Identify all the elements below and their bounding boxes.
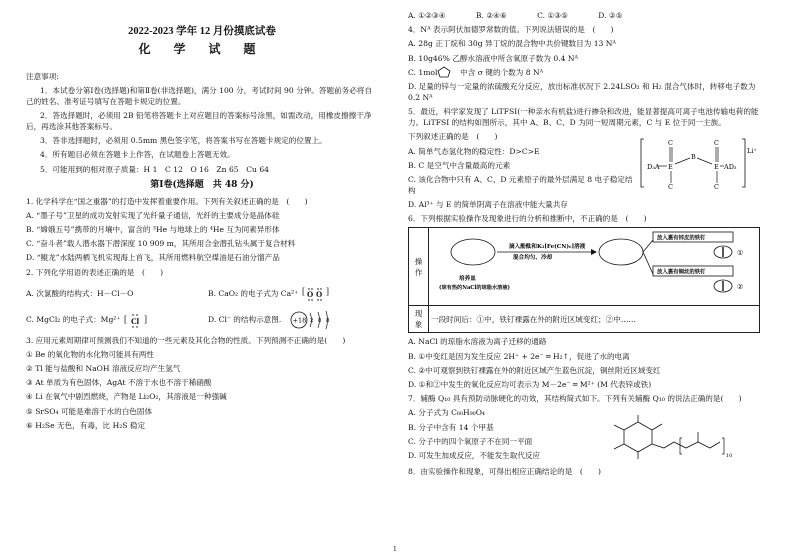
page-number: 1	[393, 546, 397, 553]
nail-1-label: 放入裹有锌皮的铁钉	[657, 235, 706, 242]
struct-da: D₃A	[647, 163, 660, 172]
question-2-option-d: D. Cl⁻ 的结构示意图.	[208, 315, 282, 325]
struct-li: Li⁺	[747, 147, 757, 156]
notes-heading: 注意事项:	[26, 71, 59, 81]
phenomenon-text: 一段时间后：①中，铁钉裸露在外的附近区域变红；②中……	[429, 306, 760, 333]
question-2-option-d-wrap	[208, 309, 378, 331]
step-1b-label: 混合均匀、冷却	[513, 255, 553, 262]
question-6-option-a: A. NaCl 的琼脂水溶液为离子迁移的通路	[408, 337, 547, 347]
note-item: 1．本试卷分第Ⅰ卷(选择题)和第Ⅱ卷(非选择题)，满分 100 分，考试时间 90 分钟。答题前务必将自己的姓名、准考证号填写在答题卡规定的位置。	[26, 85, 373, 106]
question-2-option-c: C. MgCl₂ 的电子式：Mg²⁺	[26, 314, 121, 324]
question-5-option-c: C. 该化合物中只有 A、C、D 元素原子的最外层满足 8 电子稳定结构	[408, 174, 633, 195]
svg-text:]: ]	[325, 285, 329, 296]
question-8-stem: 8．由实验操作和现象，可得出相应正确结论的是 ( )	[408, 467, 602, 477]
chloride-electron-dot-figure	[123, 310, 153, 330]
mark-1: ①	[737, 249, 744, 258]
right-column	[408, 10, 760, 480]
question-2-option-b-wrap	[208, 284, 378, 304]
question-7-stem: 7．辅酶 Q₁₀ 具有预防动脉硬化的功效，其结构简式如下。下列有关辅酶 Q₁₀ 的说法正确的是( )	[408, 394, 742, 404]
question-7-option-c: C. 分子中的四个氧原子不在同一平面	[408, 436, 533, 446]
question-5-stem: 5．最近，科学家发现了 LiTFSI(一种亲水有机盐)进行掺杂和改进，能显著提高可离子电池传输电荷的能力。LiTFSI 的结构如图所示，其中 A、B、C、D 为同一短周期元素，C 与 E 位于同一主族。	[408, 107, 759, 128]
question-3-item: ⑥ H₂Se 无色，有毒，比 H₂S 稳定	[26, 420, 146, 430]
question-3-item: ③ At 单质为有色固体，AgAt 不溶于水也不溶于稀硝酸	[26, 378, 212, 388]
question-7-option-a: A. 分子式为 C₆₀H₉₀O₄	[408, 408, 485, 418]
pyrrole-ring-icon	[436, 65, 452, 79]
svg-text:O: O	[306, 289, 313, 299]
svg-text:Cl: Cl	[130, 316, 139, 326]
question-2-stem: 2. 下列化学用语的表述正确的是 ( )	[26, 267, 164, 277]
svg-text:O: O	[315, 289, 322, 299]
question-2-row-cd	[26, 307, 378, 333]
struct-c: C	[668, 139, 673, 148]
note-item: 5．可能用到的相对原子质量：H 1 C 12 O 16 Zn 65 Cu 64	[40, 164, 270, 174]
question-4-option-a: A. 28g 正丁烷和 30g 异丁烷的混合物中共价键数目为 13 Nᴬ	[408, 39, 616, 49]
question-2-option-c-wrap	[26, 310, 153, 330]
mark-2: ②	[737, 283, 744, 292]
note-item: 2．答选择题时，必须用 2B 铅笔将答题卡上对应题目的答案标号涂黑，如需改动，用橡皮擦擦干净后，再选涂其他答案标号。	[26, 110, 372, 131]
question-1-option-a: A. “墨子号”卫星的成功发射实现了光纤量子通信，光纤的主要成分是晶体硅	[26, 210, 280, 220]
struct-c: C	[668, 183, 673, 192]
struct-c: C	[714, 139, 719, 148]
question-4-option-c: C. 1mol 中含 σ 键的个数为 8 Nᴬ	[408, 67, 544, 77]
svg-text:]: ]	[143, 313, 147, 324]
step-1-label: 滴入酚酞和K₃[Fe(CN)₆]溶液	[509, 244, 586, 251]
question-4-option-c-wrap	[408, 67, 760, 78]
phenomenon-label: 现象	[409, 306, 429, 333]
question-1-stem: 1. 化学科学在“国之重器”的打造中发挥着重要作用。下列有关叙述正确的是 ( )	[26, 196, 308, 206]
nucleus-charge: +18	[292, 316, 307, 325]
question-5-body	[408, 131, 760, 213]
shell-count: 8	[326, 317, 330, 324]
coenzyme-q10-structure	[608, 412, 748, 460]
exam-title: 2022-2023 学年 12 月份摸底试卷	[128, 26, 276, 37]
section-heading: 第Ⅰ卷(选择题 共 48 分)	[150, 179, 254, 190]
litfsi-structure-figure	[640, 131, 758, 193]
op-cell	[429, 228, 760, 306]
peroxide-electron-dot-figure	[301, 284, 335, 304]
question-4-option-b: B. 10g46% 乙醇水溶液中所含氧原子数为 0.4 Nᴬ	[408, 53, 578, 63]
struct-ad: AD₃	[724, 163, 737, 172]
question-1-option-b: B. “嫦娥五号”携带的月壤中，富含的 ³He 与地球上的 ⁴He 互为同素异形体	[26, 224, 280, 234]
question-5-option-b: B. C 是空气中含量最高的元素	[408, 160, 511, 170]
question-3-item: ④ Li 在氧气中剧烈燃烧，产物是 Li₂O₂，其溶液是一种强碱	[26, 392, 227, 402]
question-2-option-a: A. 次氯酸的结构式：H－Cl－O	[26, 289, 134, 299]
question-3-stem: 3. 应用元素周期律可预测我们不知道的一些元素及其化合物的性质。下列预测不正确的是( )	[26, 335, 346, 345]
svg-text:[: [	[301, 285, 305, 296]
question-7-options	[408, 407, 608, 464]
question-3-options: A. ①②③④ B. ②④⑥ C. ①③⑤ D. ②⑤	[408, 11, 623, 20]
struct-c: C	[714, 183, 719, 192]
question-2-row-ab	[26, 281, 378, 307]
ion-structure-diagram	[289, 309, 335, 331]
question-5-text	[408, 131, 640, 213]
struct-e-right: E	[714, 163, 719, 172]
question-2-option-b: B. CaO₂ 的电子式为 Ca²⁺	[208, 288, 299, 298]
dish-note: (琼有热的NaCl的琼脂水溶液)	[439, 285, 510, 292]
question-5-lead: 下列叙述正确的是 ( )	[408, 132, 498, 142]
question-4-option-d: D. 足量的锌与一定量的浓硫酸充分反应，放出标准状况下 2.24LSO₂ 和 H₂ 混合气体时，转移电子数为 0.2 Nᴬ	[408, 81, 756, 102]
nail-2-label: 放入裹有铜丝的铁钉	[657, 269, 706, 276]
struct-b: B	[691, 153, 696, 162]
shell-count: 8	[318, 317, 322, 324]
svg-text:[: [	[123, 313, 127, 324]
dish-label: 培养皿	[459, 276, 476, 283]
question-3-item: ⑤ SrSO₄ 可能是难溶于水的白色固体	[26, 406, 153, 416]
note-item: 3．答非选择题时，必须用 0.5mm 黑色签字笔，将答案书写在答题卡规定的位置上。	[40, 136, 327, 146]
note-item: 4．所有题目必须在答题卡上作答，在试题卷上答题无效。	[40, 150, 235, 160]
question-6-option-c: C. ②中可观察到铁钉裸露在外的附近区域产生蓝色沉淀，铜丝附近区域变红	[408, 365, 661, 375]
exam-subtitle: 化 学 试 题	[138, 42, 266, 57]
question-6-option-b: B. ①中变红是因为发生反应 2H⁺ + 2e⁻ ═ H₂↑，促进了水的电离	[408, 351, 630, 361]
question-3-item: ① Be 的氧化物的水化物可能具有两性	[26, 349, 155, 359]
question-5-option-a: A. 简单气态氢化物的稳定性：D>C>E	[408, 146, 540, 156]
question-1-option-d: D. “鲲龙”水陆两栖飞机实现海上首飞，其所用燃料航空煤油是石油分馏产品	[26, 253, 280, 263]
question-6-option-d: D. ①和②中发生的氧化反应均可表示为 M－2e⁻ ═ M²⁺ (M 代表锌或铁)	[408, 380, 652, 389]
question-7-body	[408, 407, 760, 464]
question-6-stem: 6．下列根据实验操作及现象进行的分析和推断中，不正确的是 ( )	[408, 214, 647, 224]
question-4-stem: 4．Nᴬ 表示阿伏加德罗常数的值。下列说法错误的是 ( )	[408, 25, 614, 35]
question-3-item: ② Tl 能与盐酸和 NaOH 溶液反应均产生氢气	[26, 364, 181, 374]
left-column	[26, 10, 378, 434]
question-7-option-d: D. 可发生加成反应，不能发生取代反应	[408, 450, 541, 460]
shell-count: 2	[310, 317, 314, 324]
experiment-table	[408, 227, 760, 333]
question-5-option-d: D. Al³⁺ 与 E 的简单阴离子在溶液中能大量共存	[408, 200, 568, 210]
experiment-diagram	[431, 230, 757, 300]
repeat-count: 10	[726, 452, 733, 459]
op-label: 操作	[409, 228, 429, 306]
struct-e-left: E	[668, 163, 673, 172]
question-1-option-c: C. “奋斗者”载人潜水器下潜深度 10 909 m，其所用合金潜孔钻头属于复合材料	[26, 239, 296, 249]
question-7-option-b: B. 分子中含有 14 个甲基	[408, 422, 494, 432]
